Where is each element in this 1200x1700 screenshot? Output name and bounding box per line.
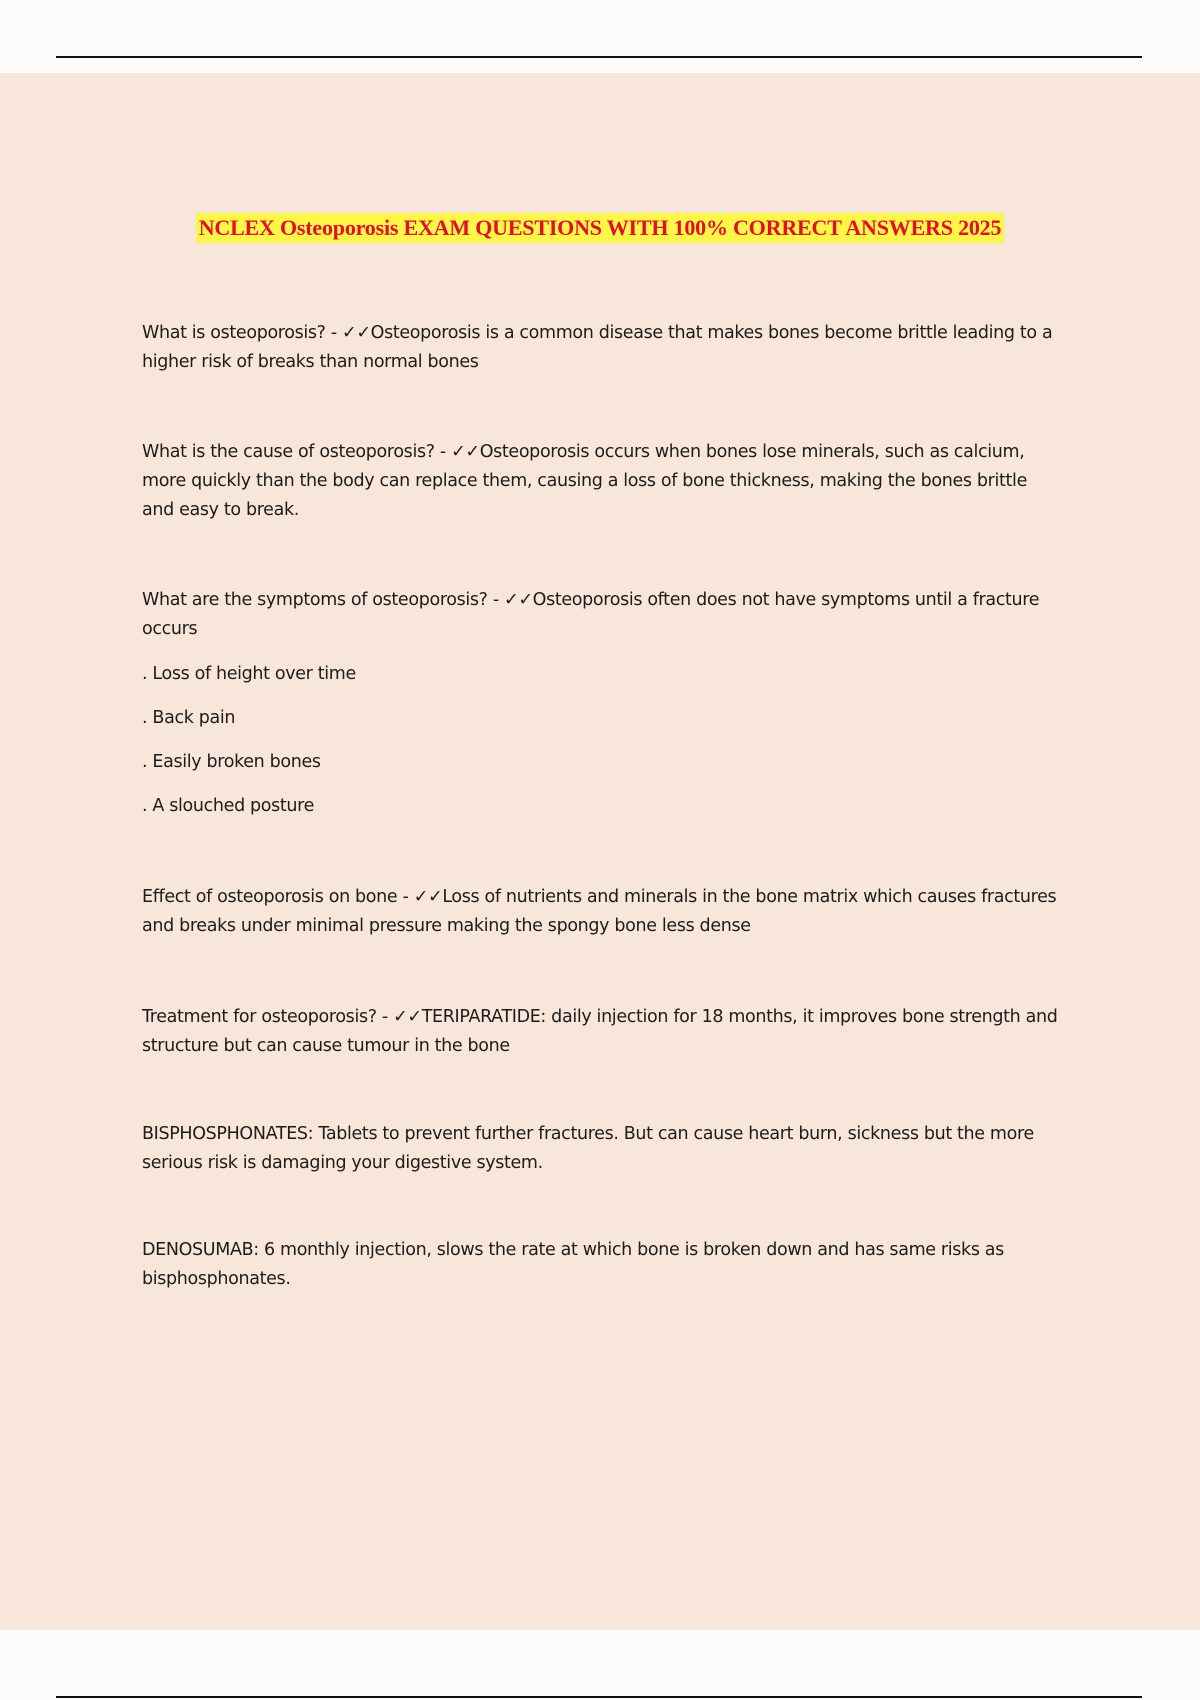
checkmark-icon: ✓✓ xyxy=(342,323,371,343)
qa-item-effect xyxy=(142,883,1062,941)
document-page xyxy=(0,73,1200,1630)
checkmark-icon: ✓✓ xyxy=(451,442,480,462)
answer-text: Osteoporosis often does not have symptoms until a fracture occurs xyxy=(142,590,1040,639)
checkmark-icon: ✓✓ xyxy=(393,1007,422,1027)
answer-text: Loss of nutrients and minerals in the bone matrix which causes fractures and breaks under minimal pressure making the spongy bone less dense xyxy=(142,887,1057,936)
answer-text: Osteoporosis is a common disease that makes bones become brittle leading to a higher risk of breaks than normal bones xyxy=(142,323,1053,372)
question-text: What are the symptoms of osteoporosis? - xyxy=(142,590,505,610)
bisphosphonates-paragraph: BISPHOSPHONATES: Tablets to prevent further fractures. But can cause heart burn, sickness but the more serious risk is damaging your digestive system. xyxy=(142,1124,1034,1173)
question-text: Effect of osteoporosis on bone - xyxy=(142,887,414,907)
top-rule xyxy=(56,56,1142,58)
denosumab-paragraph: DENOSUMAB: 6 monthly injection, slows the rate at which bone is broken down and has same risks as bisphosphonates. xyxy=(142,1240,1004,1289)
symptom-item: . Back pain xyxy=(142,708,236,728)
checkmark-icon: ✓✓ xyxy=(413,887,443,907)
qa-text xyxy=(142,883,1062,941)
symptom-item: . Easily broken bones xyxy=(142,752,321,772)
title-wrap xyxy=(0,213,1200,243)
qa-item-treatment xyxy=(142,1003,1062,1061)
question-text: Treatment for osteoporosis? - xyxy=(142,1007,394,1027)
symptom-item: . A slouched posture xyxy=(142,796,315,816)
qa-text xyxy=(142,438,1062,525)
qa-item-symptoms xyxy=(142,586,1062,644)
question-text: What is the cause of osteoporosis? - xyxy=(142,442,452,462)
qa-item-definition xyxy=(142,319,1062,377)
qa-text xyxy=(142,586,1062,644)
bottom-rule xyxy=(56,1696,1142,1698)
qa-item-cause xyxy=(142,438,1062,525)
answer-text: Osteoporosis occurs when bones lose minerals, such as calcium, more quickly than the body can replace them, causing a loss of bone thickness, making the bones brittle and easy to break. xyxy=(142,442,1027,520)
answer-text: TERIPARATIDE: daily injection for 18 months, it improves bone strength and structure but can cause tumour in the bone xyxy=(142,1007,1058,1056)
qa-text xyxy=(142,1003,1062,1061)
document-title: NCLEX Osteoporosis EXAM QUESTIONS WITH 100% CORRECT ANSWERS 2025 xyxy=(196,213,1005,243)
qa-text xyxy=(142,319,1062,377)
question-text: What is osteoporosis? - xyxy=(142,323,343,343)
checkmark-icon: ✓✓ xyxy=(504,590,533,610)
symptom-item: . Loss of height over time xyxy=(142,664,356,684)
